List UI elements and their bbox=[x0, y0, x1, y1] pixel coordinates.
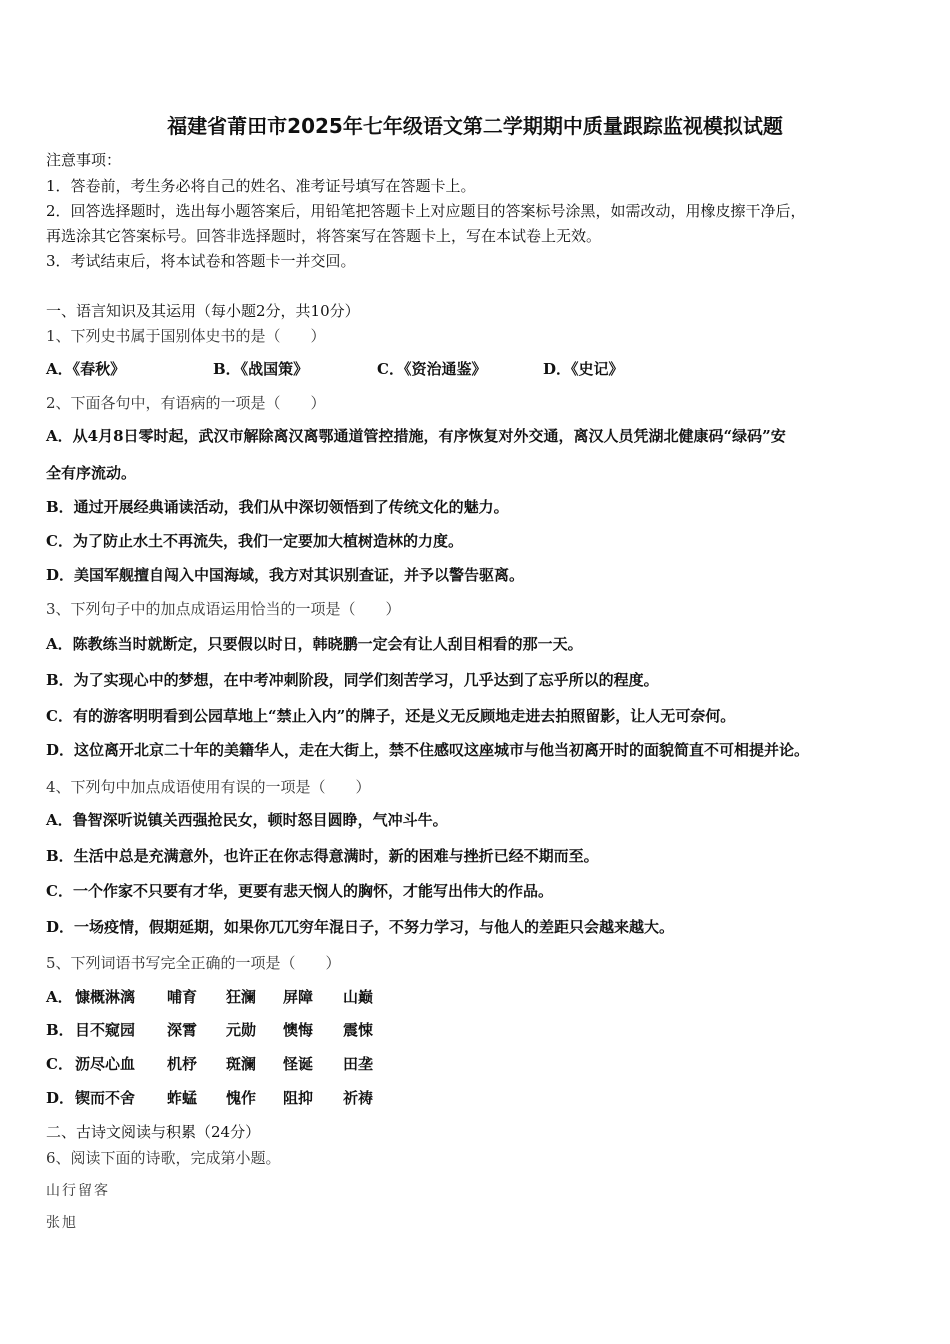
option: B．为了实现心中的梦想，在中考冲刺阶段，同学们刻苦学习，几乎达到了忘乎所以的程度。 bbox=[46, 671, 659, 689]
option-word: 蚱蜢 bbox=[167, 1089, 198, 1107]
option-word: 怪诞 bbox=[283, 1055, 314, 1073]
option-word: 慷概淋漓 bbox=[75, 988, 136, 1006]
option: C．一个作家不只要有才华，更要有悲天悯人的胸怀，才能写出伟大的作品。 bbox=[46, 882, 553, 900]
option: D．美国军舰擅自闯入中国海域，我方对其识别查证，并予以警告驱离。 bbox=[46, 566, 525, 584]
option-word: 哺育 bbox=[167, 988, 198, 1006]
option: A．从4月8日零时起，武汉市解除离汉离鄂通道管控措施，有序恢复对外交通，离汉人员凭湖北健康码“绿码”安 bbox=[46, 427, 786, 445]
option-word: 祈祷 bbox=[343, 1089, 374, 1107]
section-heading: 一、语言知识及其运用（每小题2分，共10分） bbox=[46, 302, 360, 320]
option-word: 斑澜 bbox=[226, 1055, 257, 1073]
notice-item: 再选涂其它答案标号。回答非选择题时，将答案写在答题卡上，写在本试卷上无效。 bbox=[46, 227, 602, 245]
option: B．《战国策》 bbox=[213, 360, 309, 378]
option: A．陈教练当时就断定，只要假以时日，韩晓鹏一定会有让人刮目相看的那一天。 bbox=[46, 635, 583, 653]
option: C．有的游客明明看到公园草地上“禁止入内”的牌子，还是义无反顾地走进去拍照留影，让人无可奈何。 bbox=[46, 707, 736, 725]
option-word: 锲而不舍 bbox=[75, 1089, 136, 1107]
page-title: 福建省莆田市2025年七年级语文第二学期期中质量跟踪监视模拟试题 bbox=[167, 114, 783, 138]
notice-item: 3．考试结束后，将本试卷和答题卡一并交回。 bbox=[46, 252, 356, 270]
option-label: B． bbox=[46, 1021, 74, 1039]
option-word: 震悚 bbox=[343, 1021, 374, 1039]
option-word: 阻抑 bbox=[283, 1089, 314, 1107]
option: C．为了防止水土不再流失，我们一定要加大植树造林的力度。 bbox=[46, 532, 463, 550]
option-word: 狂澜 bbox=[226, 988, 257, 1006]
question-stem: 4、下列句中加点成语使用有误的一项是（ ） bbox=[46, 778, 371, 796]
option: A．鲁智深听说镇关西强抢民女，顿时怒目圆睁，气冲斗牛。 bbox=[46, 811, 448, 829]
option: B．通过开展经典诵读活动，我们从中深切领悟到了传统文化的魅力。 bbox=[46, 498, 509, 516]
option-word: 目不窥园 bbox=[75, 1021, 136, 1039]
option-label: A． bbox=[46, 988, 73, 1006]
option-word: 田垄 bbox=[343, 1055, 374, 1073]
option-label: C． bbox=[46, 1055, 73, 1073]
option-label: D． bbox=[46, 1089, 75, 1107]
option-word: 深霄 bbox=[167, 1021, 198, 1039]
notice-item: 2．回答选择题时，选出每小题答案后，用铅笔把答题卡上对应题目的答案标号涂黑，如需改动，用橡皮擦干净后， bbox=[46, 202, 806, 220]
option: 全有序流动。 bbox=[46, 464, 137, 482]
option-word: 沥尽心血 bbox=[75, 1055, 136, 1073]
option: D．这位离开北京二十年的美籍华人，走在大街上，禁不住感叹这座城市与他当初离开时的面貌简直不可相提并论。 bbox=[46, 741, 810, 759]
option: D．《史记》 bbox=[543, 360, 624, 378]
option-word: 懊悔 bbox=[283, 1021, 314, 1039]
option: D．一场疫情，假期延期，如果你兀兀穷年混日子，不努力学习，与他人的差距只会越来越大。 bbox=[46, 918, 675, 936]
option: B．生活中总是充满意外，也许正在你志得意满时，新的困难与挫折已经不期而至。 bbox=[46, 847, 599, 865]
option-word: 机杼 bbox=[167, 1055, 198, 1073]
notice-item: 1．答卷前，考生务必将自己的姓名、准考证号填写在答题卡上。 bbox=[46, 177, 476, 195]
option-word: 元勋 bbox=[226, 1021, 257, 1039]
option: A．《春秋》 bbox=[46, 360, 126, 378]
option-word: 愧作 bbox=[226, 1089, 257, 1107]
section-heading: 二、古诗文阅读与积累（24分） bbox=[46, 1123, 261, 1141]
option-word: 屏障 bbox=[283, 988, 314, 1006]
question-stem: 3、下列句子中的加点成语运用恰当的一项是（ ） bbox=[46, 600, 401, 618]
notice-heading: 注意事项： bbox=[46, 151, 122, 169]
poem-author: 张旭 bbox=[46, 1215, 78, 1231]
question-stem: 6、阅读下面的诗歌，完成第小题。 bbox=[46, 1149, 281, 1167]
poem-title: 山行留客 bbox=[46, 1183, 110, 1199]
question-stem: 1、下列史书属于国别体史书的是（ ） bbox=[46, 327, 326, 345]
question-stem: 5、下列词语书写完全正确的一项是（ ） bbox=[46, 954, 341, 972]
question-stem: 2、下面各句中，有语病的一项是（ ） bbox=[46, 394, 326, 412]
option: C．《资治通鉴》 bbox=[377, 360, 487, 378]
option-word: 山巅 bbox=[343, 988, 374, 1006]
